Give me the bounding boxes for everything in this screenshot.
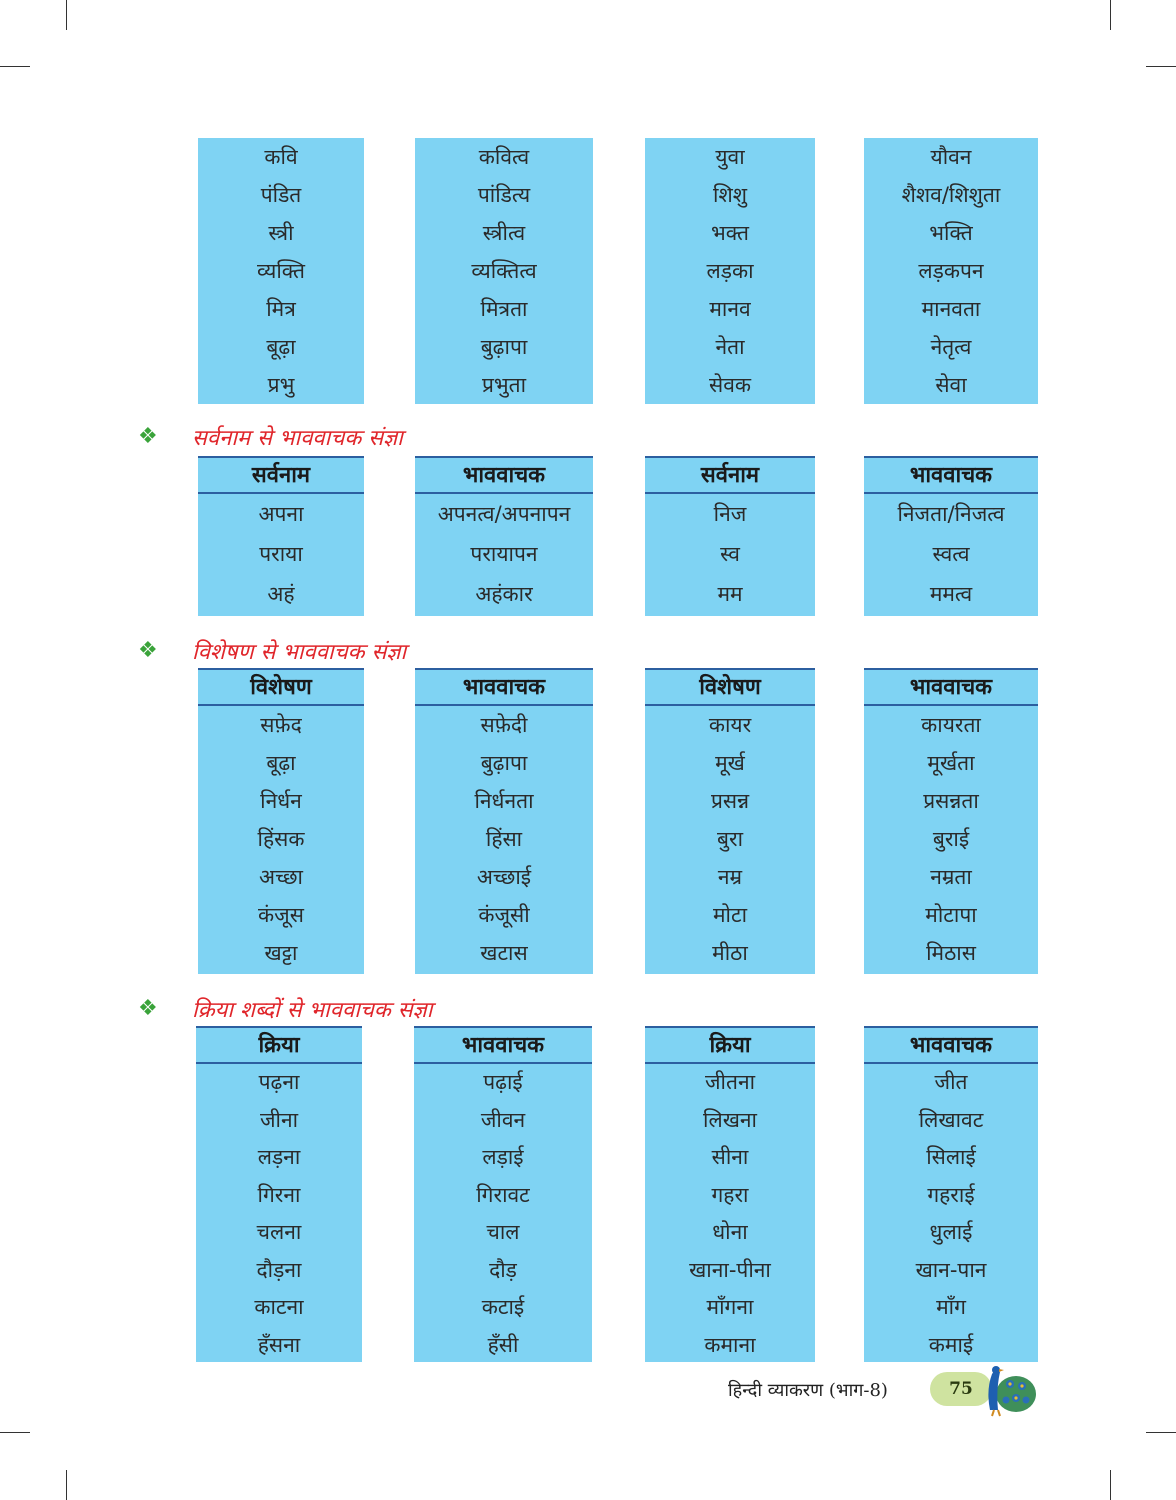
crop-mark (66, 0, 67, 30)
column-header: भाववाचक (415, 668, 593, 706)
table-cell: अपनत्व/अपनापन (437, 502, 571, 526)
crop-mark (66, 1470, 67, 1500)
table-cell: खट्टा (264, 941, 298, 965)
table-cell: सफ़ेदी (480, 713, 528, 737)
table-cell: मम (717, 582, 743, 606)
column-header: भाववाचक (414, 1026, 592, 1064)
peacock-icon (976, 1360, 1038, 1418)
table-cell: सेवक (709, 373, 751, 397)
table-cell: माँग (936, 1295, 966, 1319)
table-cell: जीवन (480, 1107, 526, 1132)
s3-col-0 (198, 668, 364, 974)
table-cell: धुलाई (929, 1220, 973, 1244)
column-header: भाववाचक (864, 668, 1038, 706)
table-cell: मोटा (712, 903, 748, 927)
s1-col-0 (198, 138, 364, 404)
table-cell: मूर्खता (927, 751, 975, 775)
table-cell: प्रसन्नता (923, 789, 979, 813)
table-cell: सिलाई (926, 1145, 976, 1169)
table-cell: यौवन (930, 145, 972, 169)
table-cell: निजता/निजत्व (897, 502, 1005, 526)
column-header: विशेषण (198, 668, 364, 706)
table-cell: चलना (256, 1220, 302, 1244)
table-cell: मिठास (926, 941, 976, 965)
section-bullet-icon: ❖ (138, 996, 158, 1021)
table-cell: खाना-पीना (689, 1257, 771, 1282)
table-cell: मानवता (921, 297, 981, 321)
crop-mark (1146, 66, 1176, 67)
table-cell: चाल (486, 1220, 520, 1244)
section-4-title: क्रिया शब्दों से भाववाचक संज्ञा (192, 998, 433, 1023)
s3-col-3 (864, 668, 1038, 974)
table-cell: स्व (720, 542, 740, 566)
table-cell: कायर (708, 713, 752, 737)
table-cell: कायरता (921, 713, 981, 737)
table-cell: नम्र (717, 865, 743, 889)
s2-col-0 (198, 456, 364, 616)
column-header: भाववाचक (415, 456, 593, 494)
s3-col-1 (415, 668, 593, 974)
table-cell: व्यक्ति (256, 259, 306, 283)
table-cell: गहराई (927, 1182, 975, 1207)
table-cell: कटाई (481, 1295, 525, 1319)
s1-col-2 (645, 138, 815, 404)
crop-mark (0, 66, 30, 67)
table-cell: नम्रता (930, 865, 972, 889)
table-cell: अहंकार (475, 582, 533, 606)
crop-mark (1146, 1432, 1176, 1433)
table-cell: जीत (934, 1070, 968, 1094)
table-cell: बुराई (932, 827, 970, 851)
table-cell: कमाई (928, 1332, 974, 1357)
table-cell: बुरा (716, 827, 744, 851)
s4-col-3 (864, 1026, 1038, 1362)
table-cell: लड़का (706, 259, 754, 283)
table-cell: प्रसन्न (710, 789, 750, 813)
table-cell: अपना (258, 502, 304, 526)
table-cell: भक्ति (929, 221, 973, 245)
column-header: क्रिया (196, 1026, 362, 1064)
table-cell: नेतृत्व (930, 335, 972, 359)
s4-col-2 (645, 1026, 815, 1362)
table-cell: मूर्ख (715, 751, 745, 775)
s2-col-2 (645, 456, 815, 616)
table-cell: प्रभुता (481, 373, 527, 397)
table-cell: बुढ़ापा (480, 335, 528, 359)
table-cell: मीठा (712, 941, 748, 965)
table-cell: हिंसक (257, 827, 305, 851)
table-cell: खान-पान (915, 1257, 987, 1282)
table-cell: खटास (480, 941, 528, 965)
page-number: 75 (930, 1372, 992, 1406)
section-bullet-icon: ❖ (138, 638, 158, 663)
section-2-title: सर्वनाम से भाववाचक संज्ञा (192, 426, 403, 451)
crop-mark (0, 1432, 30, 1433)
table-cell: निर्धनता (474, 789, 534, 813)
table-cell: लिखावट (918, 1107, 984, 1132)
table-cell: अच्छा (259, 865, 303, 889)
table-cell: हँसी (487, 1332, 519, 1357)
crop-mark (1110, 1470, 1111, 1500)
table-cell: मानव (709, 297, 751, 321)
table-cell: भक्त (711, 221, 749, 245)
s1-col-3 (864, 138, 1038, 404)
table-cell: बूढ़ा (266, 335, 296, 359)
table-cell: हिंसा (485, 827, 523, 851)
table-cell: निर्धन (260, 789, 302, 813)
table-cell: अहं (267, 582, 295, 606)
column-header: क्रिया (645, 1026, 815, 1064)
column-header: भाववाचक (864, 456, 1038, 494)
table-cell: व्यक्तित्व (471, 259, 537, 283)
table-cell: मित्र (266, 297, 296, 321)
table-cell: पढ़ाई (483, 1070, 523, 1094)
table-cell: बुढ़ापा (480, 751, 528, 775)
column-header: भाववाचक (864, 1026, 1038, 1064)
book-title: हिन्दी व्याकरण (भाग-8) (728, 1380, 888, 1401)
section-bullet-icon: ❖ (138, 424, 158, 449)
table-cell: स्त्रीत्व (482, 221, 526, 245)
table-cell: प्रभु (267, 373, 295, 397)
table-cell: पांडित्य (477, 183, 531, 207)
section-3-title: विशेषण से भाववाचक संज्ञा (192, 640, 407, 665)
table-cell: निज (713, 502, 747, 526)
table-cell: धोना (712, 1220, 748, 1244)
table-cell: मित्रता (480, 297, 528, 321)
table-cell: युवा (715, 145, 745, 169)
table-cell: पंडित (260, 183, 302, 207)
table-cell: पढ़ना (258, 1070, 300, 1094)
table-cell: गिरावट (476, 1182, 530, 1207)
column-header: सर्वनाम (645, 456, 815, 494)
table-cell: कंजूस (258, 903, 304, 927)
table-cell: शिशु (713, 183, 747, 207)
table-cell: लड़ना (257, 1145, 301, 1169)
column-header: विशेषण (645, 668, 815, 706)
table-cell: सीना (711, 1145, 749, 1169)
table-cell: स्वत्व (932, 542, 970, 566)
table-cell: ममत्व (929, 582, 973, 606)
table-cell: हँसना (257, 1332, 301, 1357)
table-cell: लड़कपन (918, 259, 984, 283)
s4-col-0 (196, 1026, 362, 1362)
table-cell: कवि (264, 145, 298, 169)
s3-col-2 (645, 668, 815, 974)
table-cell: सफ़ेद (260, 713, 302, 737)
table-cell: कंजूसी (478, 903, 530, 927)
table-cell: अच्छाई (476, 865, 532, 889)
column-header: सर्वनाम (198, 456, 364, 494)
table-cell: जीतना (704, 1070, 756, 1094)
table-cell: कमाना (704, 1332, 756, 1357)
table-cell: पराया (259, 542, 303, 566)
s2-col-1 (415, 456, 593, 616)
s4-col-1 (414, 1026, 592, 1362)
table-cell: गिरना (257, 1182, 301, 1207)
table-cell: स्त्री (268, 221, 294, 245)
table-cell: नेता (715, 335, 745, 359)
table-cell: दौड़ (489, 1257, 517, 1282)
table-cell: बूढ़ा (266, 751, 296, 775)
table-cell: गहरा (711, 1182, 749, 1207)
crop-mark (1110, 0, 1111, 30)
table-cell: दौड़ना (256, 1257, 302, 1282)
table-cell: परायापन (470, 542, 538, 566)
table-cell: कवित्व (478, 145, 530, 169)
table-cell: माँगना (706, 1295, 754, 1319)
table-cell: लिखना (703, 1107, 757, 1132)
table-cell: मोटापा (925, 903, 977, 927)
table-cell: शैशव/शिशुता (901, 183, 1001, 207)
table-cell: लड़ाई (482, 1145, 524, 1169)
table-cell: जीना (259, 1107, 299, 1132)
table-cell: काटना (254, 1295, 304, 1319)
s2-col-3 (864, 456, 1038, 616)
s1-col-1 (415, 138, 593, 404)
table-cell: सेवा (935, 373, 967, 397)
